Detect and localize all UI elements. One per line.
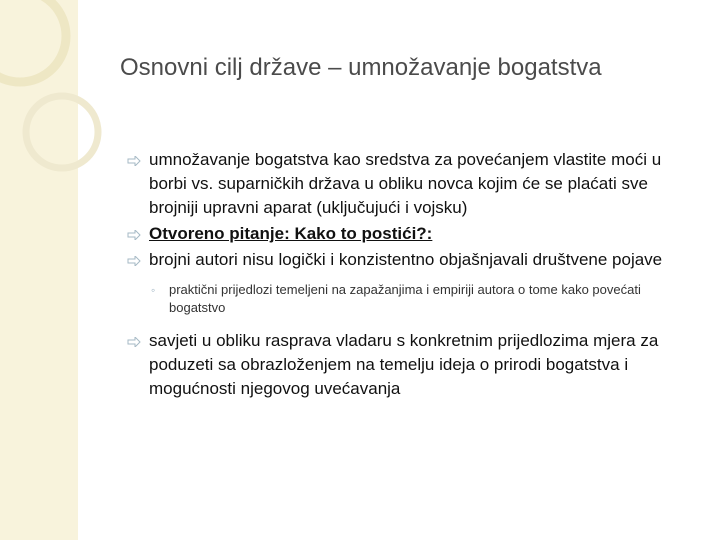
bullet-text: savjeti u obliku rasprava vladaru s konkretnim prijedlozima mjera za poduzeti sa obrazloženjem na temelju ideja o prirodi bogatstva i mogućnosti njegovog uvećavanja	[149, 331, 659, 398]
slide-content	[127, 148, 697, 403]
sub-bullet-text: praktični prijedlozi temeljeni na zapažanjima i empiriji autora o tome kako povećati bogatstvo	[169, 282, 641, 315]
bullet-marker-icon	[127, 156, 141, 166]
bullet-text: Otvoreno pitanje: Kako to postići?:	[149, 224, 433, 243]
sub-bullet-item	[151, 281, 697, 317]
slide-title: Osnovni cilj države – umnožavanje bogatstva	[120, 54, 602, 81]
bullet-item-question	[127, 222, 697, 246]
bullet-marker-icon	[127, 337, 141, 347]
bullet-text: brojni autori nisu logički i konzistentno objašnjavali društvene pojave	[149, 250, 663, 269]
sub-bullet-marker-icon: ◦	[151, 283, 156, 297]
bullet-marker-icon	[127, 256, 141, 266]
bullet-text: umnožavanje bogatstva kao sredstva za povećanjem vlastite moći u borbi vs. suparničkih država u obliku novca kojim će se plaćati sve brojniji upravni aparat (uključujući i vojsku)	[149, 150, 662, 217]
bullet-item	[127, 329, 697, 401]
bullet-item	[127, 148, 697, 220]
bullet-item	[127, 248, 697, 272]
bullet-marker-icon	[127, 230, 141, 240]
